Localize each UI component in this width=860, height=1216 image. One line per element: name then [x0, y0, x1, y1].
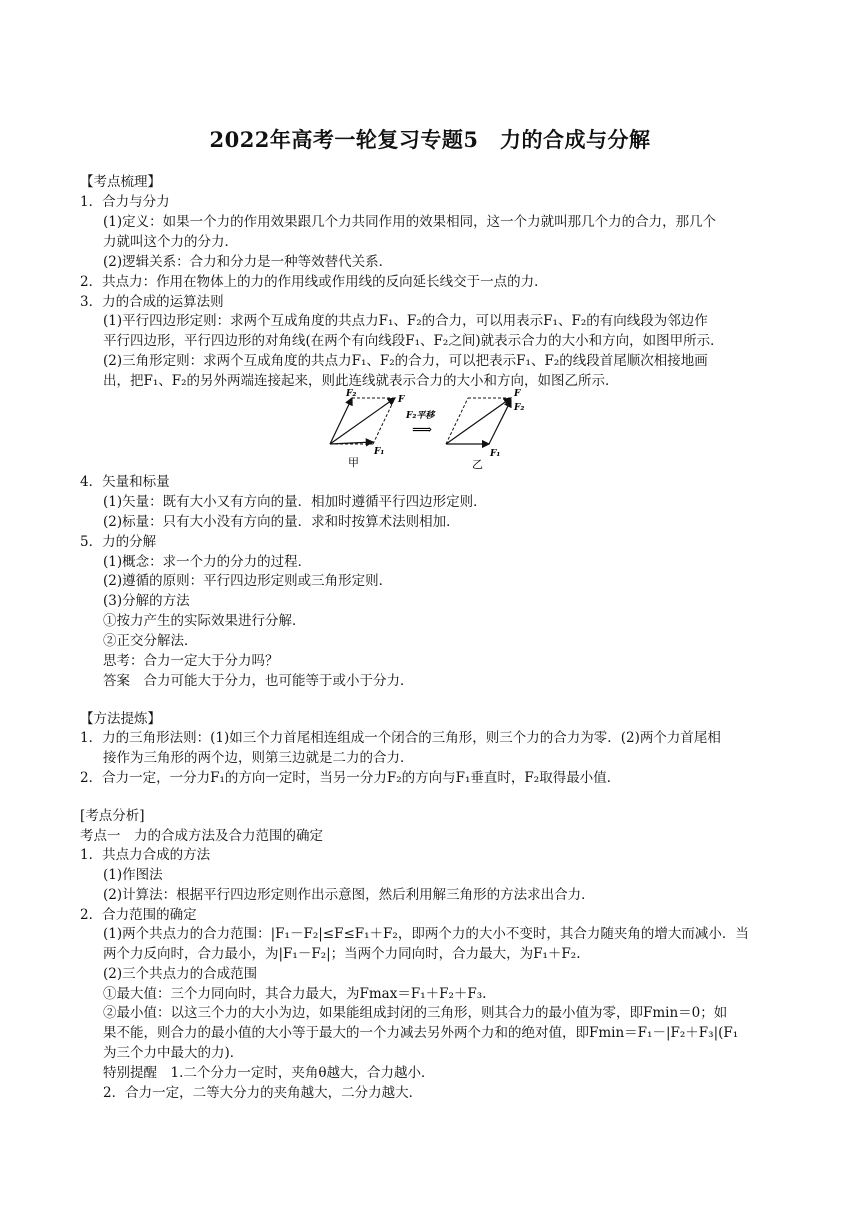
paragraph-line: (1)两个共点力的合力范围：|F₁－F₂|≤F≤F₁＋F₂，即两个力的大小不变时，其合力随夹角的增大而减小．当: [103, 926, 749, 942]
section-heading: 【方法提炼】: [80, 711, 161, 727]
section-heading: [考点分析]: [80, 808, 145, 824]
list-item: 3．力的合成的运算法则: [80, 294, 224, 310]
list-item: 2．共点力：作用在物体上的力的作用线或作用线的反向延长线交于一点的力．: [80, 274, 548, 290]
label-yi: 乙: [472, 458, 483, 470]
list-item: 5．力的分解: [80, 534, 157, 550]
diagram-yi: [446, 389, 524, 470]
list-item: 4．矢量和标量: [80, 474, 170, 490]
list-item: 1．共点力合成的方法: [80, 847, 211, 863]
paragraph-line: (1)概念：求一个力的分力的过程．: [103, 554, 312, 570]
paragraph-line: 平行四边形，平行四边形的对角线(在两个有向线段F₁、F₂之间)就表示合力的大小和方向，如图甲所示．: [103, 333, 724, 349]
label-f2-jia: F₂: [346, 389, 357, 399]
label-f1-jia: F₁: [374, 447, 385, 457]
force-diagram: [326, 386, 536, 474]
paragraph-line: (1)作图法: [103, 867, 163, 883]
subsection-heading: 考点一 力的合成方法及合力范围的确定: [80, 828, 323, 844]
paragraph-line: 为三个力中最大的力)．: [103, 1045, 244, 1061]
diagram-jia: [330, 389, 405, 469]
paragraph-line: 特别提醒 1.二个分力一定时，夹角θ越大，合力越小．: [103, 1065, 435, 1081]
label-f2-yi: F₂: [514, 403, 525, 413]
list-item: 2．合力一定，一分力F₁的方向一定时，当另一分力F₂的方向与F₁垂直时，F₂取得最小值．: [80, 770, 621, 786]
paragraph-line: 思考：合力一定大于分力吗？: [103, 653, 279, 669]
label-f-jia: F: [398, 395, 405, 405]
page-title: 2022年高考一轮复习专题5 力的合成与分解: [209, 127, 651, 152]
label-f-yi: F: [514, 389, 521, 399]
paragraph-line: (1)矢量：既有大小又有方向的量．相加时遵循平行四边形定则．: [103, 494, 487, 510]
list-item: 1．力的三角形法则：(1)如三个力首尾相连组成一个闭合的三角形，则三个力的合力为零．(2)两个力首尾相: [80, 730, 721, 746]
paragraph-line: ②最小值：以这三个力的大小为边，如果能组成封闭的三角形，则其合力的最小值为零，即Fmin＝0；如: [103, 1005, 728, 1021]
paragraph-line: (1)定义：如果一个力的作用效果跟几个力共同作用的效果相同，这一个力就叫那几个力的合力，那几个: [103, 214, 717, 230]
paragraph-line: ①最大值：三个力同向时，其合力最大，为Fmax＝F₁＋F₂＋F₃.: [103, 986, 487, 1002]
paragraph-line: (3)分解的方法: [103, 593, 190, 609]
paragraph-line: 果不能，则合力的最小值的大小等于最大的一个力减去另外两个力和的绝对值，即Fmin＝F₁－|F₂＋F₃|(F₁: [103, 1025, 739, 1041]
paragraph-line: (2)遵循的原则：平行四边形定则或三角形定则．: [103, 573, 393, 589]
paragraph-line: 答案 合力可能大于分力，也可能等于或小于分力．: [103, 673, 414, 689]
paragraph-line: 力就叫这个力的分力．: [103, 234, 238, 250]
paragraph-line: ②正交分解法．: [103, 633, 198, 649]
translate-label: F₂平移: [406, 411, 435, 421]
section-heading: 【考点梳理】: [80, 174, 161, 190]
paragraph-line: (2)三个共点力的合成范围: [103, 966, 258, 982]
right-arrow-icon: ⟹: [412, 422, 433, 438]
paragraph-line: 两个力反向时，合力最小，为|F₁－F₂|；当两个力同向时，合力最大，为F₁＋F₂.: [103, 946, 581, 962]
label-f1-yi: F₁: [490, 449, 501, 459]
list-item: 2．合力范围的确定: [80, 907, 197, 923]
paragraph-line: 2．合力一定，二等大分力的夹角越大，二分力越大．: [103, 1085, 423, 1101]
paragraph-line: (2)三角形定则：求两个互成角度的共点力F₁、F₂的合力，可以把表示F₁、F₂的线段首尾顺次相接地画: [103, 353, 708, 369]
paragraph-line: 出，把F₁、F₂的另外两端连接起来，则此连线就表示合力的大小和方向，如图乙所示．: [103, 373, 619, 389]
paragraph-line: 接作为三角形的两个边，则第三边就是二力的合力．: [103, 750, 414, 766]
paragraph-line: ①按力产生的实际效果进行分解．: [103, 613, 306, 629]
paragraph-line: (2)逻辑关系：合力和分力是一种等效替代关系．: [103, 254, 393, 270]
paragraph-line: (1)平行四边形定则：求两个互成角度的共点力F₁、F₂的合力，可以用表示F₁、F₂的有向线段为邻边作: [103, 313, 708, 329]
label-jia: 甲: [348, 456, 359, 469]
paragraph-line: (2)标量：只有大小没有方向的量．求和时按算术法则相加．: [103, 514, 460, 530]
list-item: 1．合力与分力: [80, 194, 170, 210]
paragraph-line: (2)计算法：根据平行四边形定则作出示意图，然后利用解三角形的方法求出合力．: [103, 887, 595, 903]
